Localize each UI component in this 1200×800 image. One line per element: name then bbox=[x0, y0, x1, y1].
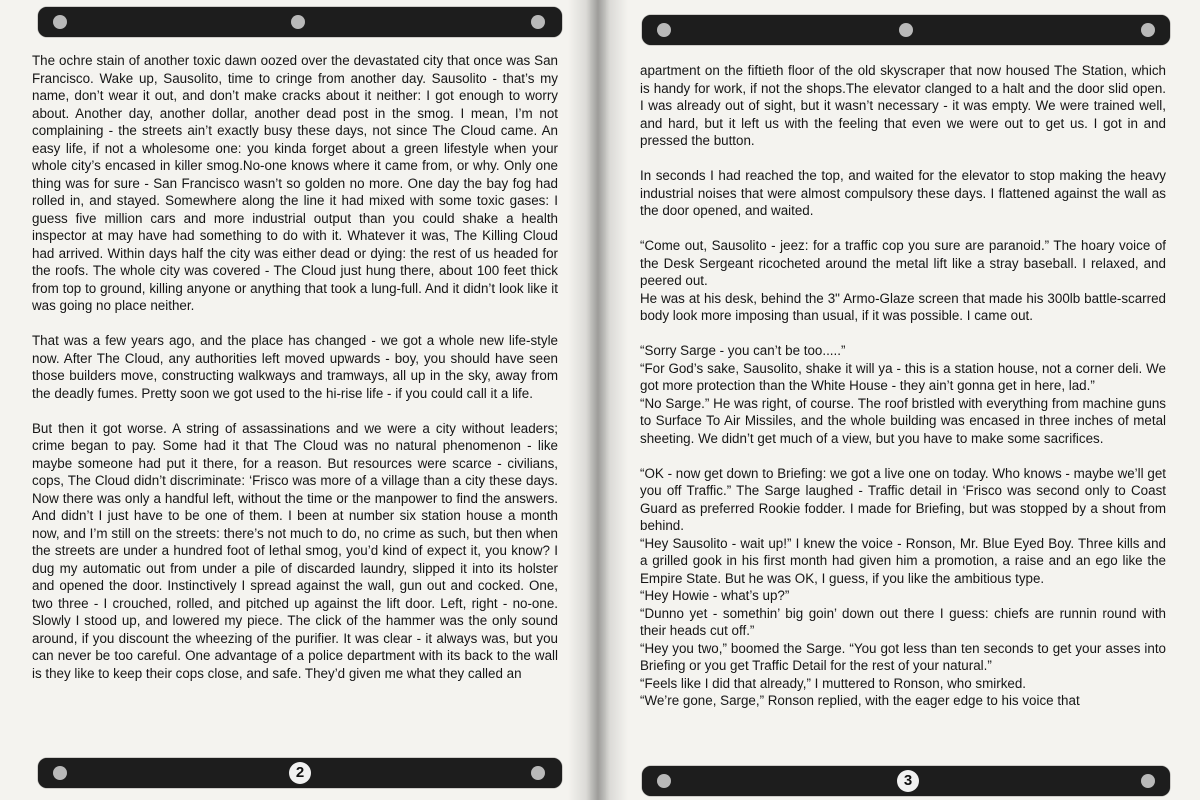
paragraph: “Hey Howie - what’s up?” bbox=[640, 588, 790, 603]
paragraph: “For God’s sake, Sausolito, shake it will ya - this is a station house, not a corner deli. We got more protection than the White House - they ain’t gonna get in here, lad.” bbox=[640, 360, 1166, 393]
paragraph: “We’re gone, Sarge,” Ronson replied, with the eager edge to his voice that bbox=[640, 693, 1080, 708]
bar-dot-left bbox=[657, 774, 671, 788]
left-page bbox=[0, 0, 590, 800]
page-number: 3 bbox=[897, 770, 919, 792]
bar-dot-center bbox=[291, 15, 305, 29]
paragraph: “Hey Sausolito - wait up!” I knew the voice - Ronson, Mr. Blue Eyed Boy. Three kills and a grilled gook in his first month had given him a promotion, a raise and an ego like the Empire State. But he was OK, I guess, if you like the ambitious type. bbox=[640, 535, 1166, 586]
paragraph: “Feels like I did that already,” I muttered to Ronson, who smirked. bbox=[640, 675, 1027, 691]
right-page-text bbox=[640, 62, 1166, 710]
footer-bar bbox=[38, 758, 562, 788]
paragraph: In seconds I had reached the top, and waited for the elevator to stop making the heavy industrial noises that were almost compulsory these days. I flattened against the wall as the door opened, and waited. bbox=[640, 168, 1166, 218]
header-bar bbox=[38, 7, 562, 37]
paragraph: The ochre stain of another toxic dawn oozed over the devastated city that once was San Francisco. Wake up, Sausolito, time to cringe from another day. Sausolito - that’s my name, don’t wear it out, and don’t make cracks about it neither: I got enough to worry about. Another day, another dollar, another dead post in the smog. I mean, I’m not complaining - the streets ain’t exactly busy these days, not since The Cloud came. An easy life, if not a wholesome one: you kinda forget about a green lifestyle when your whole city’s encased in killer smog.No-one knows where it came from, or why. Only one thing was for sure - San Francisco wasn’t so golden no more. One day the bay fog had rolled in, and stayed. Somewhere along the line it had mixed with some toxic gases: I guess five million cars and more industrial output than you could shake a health inspector at may have had something to do with it. Whatever it was, The Killing Cloud had arrived. Within days half the city was either dead or dying: the rest of us headed for the roofs. The whole city was covered - The Cloud just hung there, about 100 feet thick from top to ground, killing anyone or anything that took a lung-full. And it didn’t look like it was going no place neither. bbox=[32, 53, 558, 313]
paragraph: “OK - now get down to Briefing: we got a live one on today. Who knows - maybe we’ll get you off Traffic.” The Sarge laughed - Traffic detail in ‘Frisco was second only to Coast Guard as preferred Rookie fodder. I made for Briefing, but was stopped by a shout from behind. bbox=[640, 465, 1166, 533]
paragraph: But then it got worse. A string of assassinations and we were a city without leaders; crime began to pay. Some had it that The Cloud was no natural phenomenon - like maybe someone had put it there, for a reason. But resources were scarce - civilians, cops, The Cloud didn’t discriminate: ‘Frisco was more of a village than a city these days. Now there was only a handful left, without the time or the manpower to find the answers. And didn’t I just have to be one of them. I been at number six station house a month now, and I’m still on the streets: there’s not much to do, no crime as such, but then when the streets are under a hundred foot of lethal smog, you’d kind of expect it, you know? I dug my automatic out from under a pile of discarded laundry, slipped it into its holster and opened the door. Instinctively I spread against the wall, gun out and cocked. One, two three - I crouched, rolled, and pitched up against the lift door. Left, right - no-one. Slowly I stood up, and lowered my piece. The click of the hammer was the only sound around, if you discount the wheezing of the purifier. It was clear - it always was, but you can never be too careful. One advantage of a police department with its back to the wall is they like to keep their cops close, and safe. They’d given me what they called an bbox=[32, 420, 558, 681]
bar-dot-left bbox=[53, 15, 67, 29]
paragraph: “Dunno yet - somethin’ big goin’ down out there I guess: chiefs are runnin round with their heads cut off.” bbox=[640, 605, 1166, 638]
bar-dot-left bbox=[657, 23, 671, 37]
bar-dot-right bbox=[531, 15, 545, 29]
bar-dot-right bbox=[1141, 774, 1155, 788]
paragraph: He was at his desk, behind the 3" Armo-Glaze screen that made his 300lb battle-scarred body look more imposing than usual, if it was possible. I came out. bbox=[640, 290, 1166, 323]
paragraph: “Hey you two,” boomed the Sarge. “You got less than ten seconds to get your asses into Briefing or you get Traffic Detail for the rest of your natural.” bbox=[640, 640, 1166, 673]
paragraph: “Sorry Sarge - you can’t be too.....” bbox=[640, 343, 846, 358]
bar-dot-center bbox=[899, 23, 913, 37]
right-page bbox=[606, 0, 1200, 800]
book-gutter-shadow bbox=[568, 0, 628, 800]
paragraph: “No Sarge.” He was right, of course. The roof bristled with everything from machine guns to Surface To Air Missiles, and the whole building was encased in three inches of metal sheeting. We didn’t get much of a view, but you have to make some sacrifices. bbox=[640, 395, 1166, 446]
page-number: 2 bbox=[289, 762, 311, 784]
paragraph: apartment on the fiftieth floor of the old skyscraper that now housed The Station, which is handy for work, if not the shops.The elevator clanged to a halt and the door slid open. I was already out of sight, but it wasn’t necessary - it was empty. We were trained well, and hard, but it left us with the feeling that even we were out to get us. I got in and pressed the button. bbox=[640, 63, 1166, 148]
paragraph: “Come out, Sausolito - jeez: for a traffic cop you sure are paranoid.” The hoary voice of the Desk Sergeant ricocheted around the metal lift like a stray baseball. I relaxed, and peered out. bbox=[640, 238, 1166, 288]
header-bar bbox=[642, 15, 1170, 45]
left-page-text bbox=[32, 52, 558, 700]
footer-bar bbox=[642, 766, 1170, 796]
bar-dot-right bbox=[531, 766, 545, 780]
bar-dot-left bbox=[53, 766, 67, 780]
bar-dot-right bbox=[1141, 23, 1155, 37]
paragraph: That was a few years ago, and the place has changed - we got a whole new life-style now. After The Cloud, any authorities left moved upwards - boy, you should have seen those builders move, constructing walkways and tramways, all up in the sky, away from the deadly fumes. Pretty soon we got used to the hi-rise life - if you could call it a life. bbox=[32, 333, 558, 401]
